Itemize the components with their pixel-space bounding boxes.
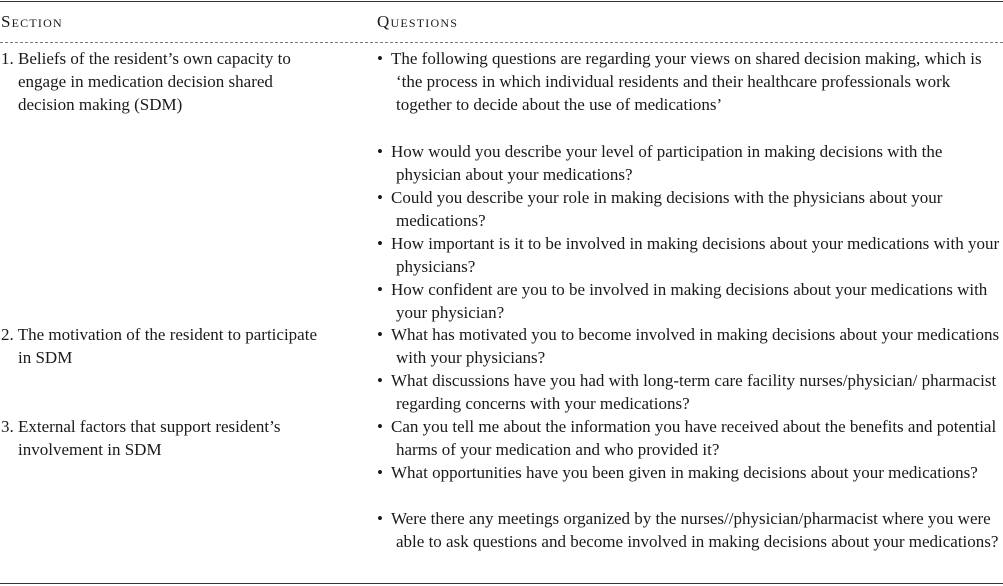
question-item: • What discussions have you had with long-term care facility nurses/physician/ pharmacist regarding concerns with your medications? [377,371,997,413]
question-item: • Were there any meetings organized by the nurses//physician/pharmacist where you were able to ask questions and become involved in making decisions about your medications? [377,509,999,551]
question-item: • What opportunities have you been given in making decisions about your medications? [377,462,1003,485]
question-item: • How confident are you to be involved in making decisions about your medications with your physician? [377,280,988,322]
question-item: • What has motivated you to become involved in making decisions about your medications with your physicians? [377,325,1000,367]
bullet-icon: • [377,325,383,344]
bullet-icon: • [377,49,383,68]
bullet-icon: • [377,142,383,161]
question-item: • The following questions are regarding your views on shared decision making, which is ‘the process in which individual residents and their healthcare professionals work together to decide about the use of medications’ [377,49,982,114]
table-top-rule [0,1,1003,2]
bullet-icon: • [377,234,383,253]
section-1-label: 1. Beliefs of the resident’s own capacity to engage in medication decision shared decision making (SDM) [1,49,291,114]
question-item: • How important is it to be involved in making decisions about your medications with your physicians? [377,234,1000,276]
bullet-icon: • [377,463,383,482]
header-rule [0,42,1003,43]
header-questions: Questions [377,12,459,31]
bullet-icon: • [377,188,383,207]
bullet-icon: • [377,280,383,299]
bullet-icon: • [377,371,383,390]
question-item: • Could you describe your role in making decisions with the physicians about your medications? [377,188,943,230]
section-3-label: 3. External factors that support resident’s involvement in SDM [1,417,281,459]
header-section: Section [1,12,63,31]
question-item: • Can you tell me about the information you have received about the benefits and potential harms of your medication and who provided it? [377,417,997,459]
table-bottom-rule [0,583,1003,584]
question-item: • How would you describe your level of participation in making decisions with the physician about your medications? [377,142,943,184]
bullet-icon: • [377,509,383,528]
section-2-label: 2. The motivation of the resident to participate in SDM [1,325,317,367]
bullet-icon: • [377,417,383,436]
